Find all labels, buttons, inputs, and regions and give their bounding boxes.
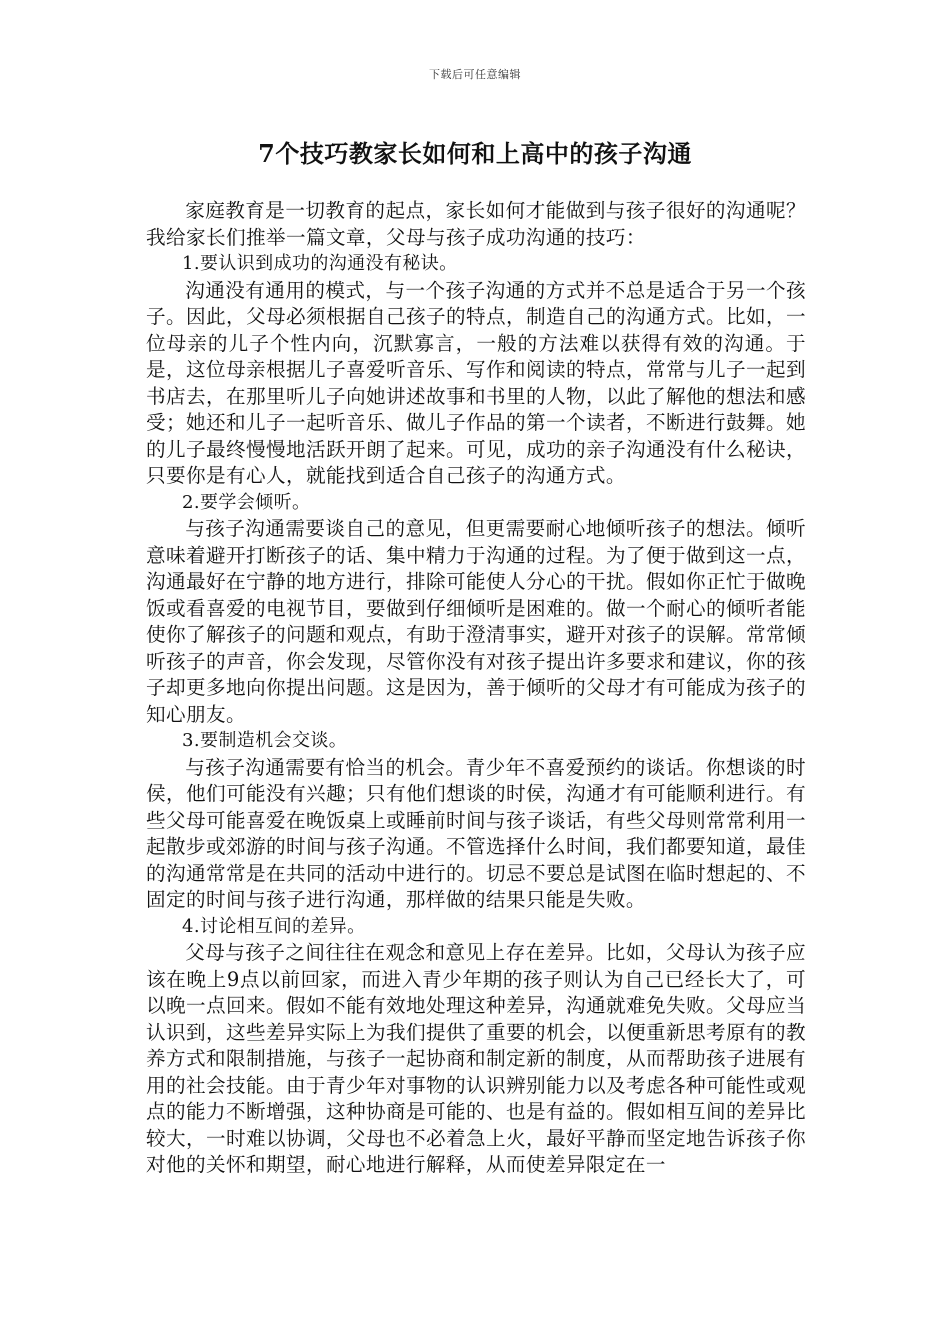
document-title: 7个技巧教家长如何和上高中的孩子沟通 (258, 139, 692, 168)
section-body-2: 与孩子沟通需要谈自己的意见，但更需要耐心地倾听孩子的想法。倾听意味着避开打断孩子的话、集中精力于沟通的过程。为了便于做到这一点，沟通最好在宁静的地方进行，排除可能使人分心的干扰。假如你正忙于做晚饭或看喜爱的电视节目，要做到仔细倾听是困难的。做一个耐心的倾听者能使你了解孩子的问题和观点，有助于澄清事实，避开对孩子的误解。常常倾听孩子的声音，你会发现，尽管你没有对孩子提出许多要求和建议，你的孩子却更多地向你提出问题。这是因为，善于倾听的父母才有可能成为孩子的知心朋友。 (146, 517, 806, 726)
section-body-1: 沟通没有通用的模式，与一个孩子沟通的方式并不总是适合于另一个孩子。因此，父母必须根据自己孩子的特点，制造自己的沟通方式。比如，一位母亲的儿子个性内向，沉默寡言，一般的方法难以获得有效的沟通。于是，这位母亲根据儿子喜爱听音乐、写作和阅读的特点，常常与儿子一起到书店去，在那里听儿子向她讲述故事和书里的人物，以此了解他的想法和感受；她还和儿子一起听音乐、做儿子作品的第一个读者，不断进行鼓舞。她的儿子最终慢慢地活跃开朗了起来。可见，成功的亲子沟通没有什么秘诀，只要你是有心人，就能找到适合自己孩子的沟通方式。 (146, 278, 806, 487)
section-heading-1: 1.要认识到成功的沟通没有秘诀。 (182, 253, 458, 274)
intro-paragraph: 家庭教育是一切教育的起点，家长如何才能做到与孩子很好的沟通呢？我给家长们推举一篇文章，父母与孩子成功沟通的技巧： (146, 199, 806, 249)
document-body (146, 198, 806, 1179)
section-body-3: 与孩子沟通需要有恰当的机会。青少年不喜爱预约的谈话。你想谈的时侯，他们可能没有兴趣；只有他们想谈的时侯，沟通才有可能顺利进行。有些父母可能喜爱在晚饭桌上或睡前时间与孩子谈话，有些父母则常常利用一起散步或郊游的时间与孩子沟通。不管选择什么时间，我们都要知道，最佳的沟通常常是在共同的活动中进行的。切忌不要总是试图在临时想起的、不固定的时间与孩子进行沟通，那样做的结果只能是失败。 (146, 755, 806, 911)
header-note: 下载后可任意编辑 (429, 68, 521, 81)
section-body-4: 父母与孩子之间往往在观念和意见上存在差异。比如，父母认为孩子应该在晚上9点以前回家，而进入青少年期的孩子则认为自己已经长大了，可以晚一点回来。假如不能有效地处理这种差异，沟通就难免失败。父母应当认识到，这些差异实际上为我们提供了重要的机会，以便重新思考原有的教养方式和限制措施，与孩子一起协商和制定新的制度，从而帮助孩子进展有用的社会技能。由于青少年对事物的认识辨别能力以及考虑各种可能性或观点的能力不断增强，这种协商是可能的、也是有益的。假如相互间的差异比较大，一时难以协调，父母也不必着急上火，最好平静而坚定地告诉孩子你对他的关怀和期望，耐心地进行解释，从而使差异限定在一 (146, 941, 806, 1176)
section-heading-3: 3.要制造机会交谈。 (182, 730, 348, 751)
section-heading-4: 4.讨论相互间的差异。 (182, 915, 366, 937)
section-heading-2: 2.要学会倾听。 (182, 491, 311, 513)
